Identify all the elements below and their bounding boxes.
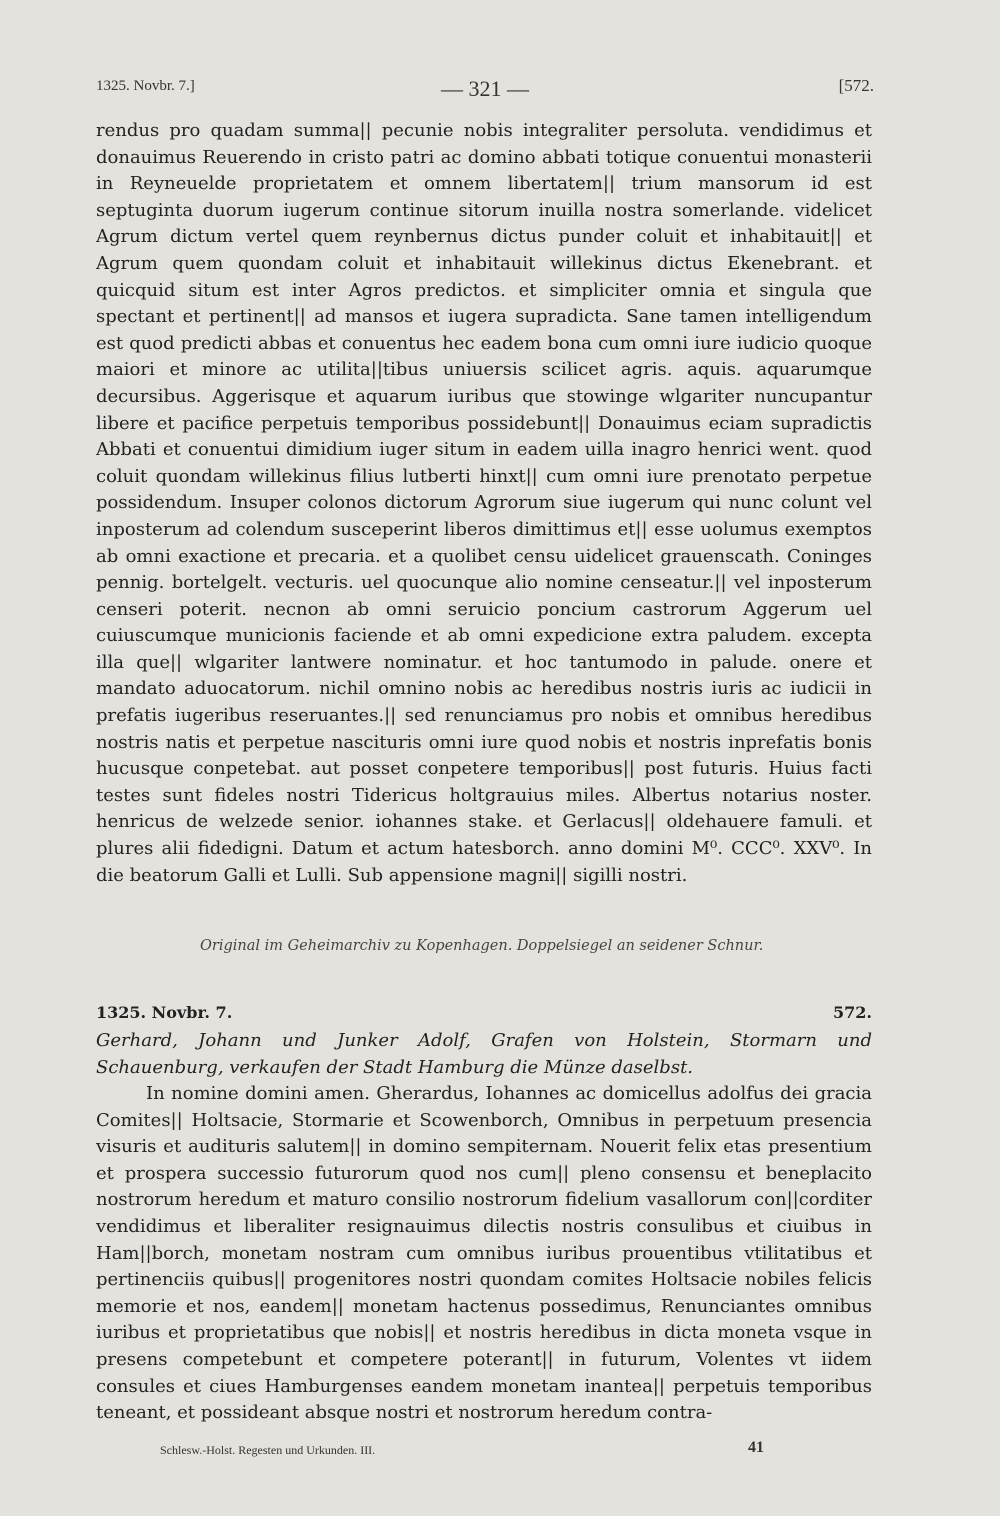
document-heading (96, 1003, 872, 1027)
header-document-number: [572. (838, 76, 874, 95)
footer-title: Schlesw.-Holst. Regesten und Urkunden. III. (160, 1443, 376, 1457)
body-paragraph: rendus pro quadam summa|| pecunie nobis integraliter persoluta. vendidimus et donauimus Reuerendo in cristo patri ac domino abbati totique conuentui monasterii in Reyneuelde proprietatem et omnem libertatem|| trium mansorum id est septuginta duorum iugerum continue sitorum inuilla nostra somerlande. videlicet Agrum dictum vertel quem reynbernus dictus punder coluit et inhabitauit|| et Agrum quem quondam coluit et inhabitauit willekinus dictus Ekenebrant. et quicquid situm est inter Agros predictos. et simpliciter omnia et singula que spectant et pertinent|| ad mansos et iugera supradicta. Sane tamen intelligendum est quod predicti abbas et conuentus hec eadem bona cum omni iure iudicio quoque maiori et minore ac utilita||tibus uniuersis scilicet agris. aquis. aquarumque decursibus. Aggerisque et aquarum iuribus que stowinge wlgariter nuncupantur libere et pacifice perpetuis temporibus possidebunt|| Donauimus eciam supradictis Abbati et conuentui dimidium iuger situm in eadem uilla inagro henrici went. quod coluit quondam willekinus filius lutberti hinxt|| cum omni iure prenotato perpetue possidendum. Insuper colonos dictorum Agrorum siue iugerum qui nunc colunt vel inposterum ad colendum susceperint liberos dimittimus et|| esse uolumus exemptos ab omni exactione et precaria. et a quolibet censu uidelicet grauenscath. Coninges pennig. bortelgelt. vecturis. uel quocunque alio nomine censeatur.|| vel inposterum censeri poterit. necnon ab omni seruicio poncium castrorum Aggerum uel cuiuscumque municionis faciende et ab omni expedicione extra paludem. excepta illa que|| wlgariter lantwere nominatur. et hoc tantumodo in palude. onere et mandato aduocatorum. nichil omnino nobis ac heredibus nostris iuris ac iudicii in prefatis iugeribus reseruantes.|| sed renunciamus pro nobis et omnibus heredibus nostris natis et perpetue nascituris omni iure quod nobis et nostris inprefatis bonis hucusque conpetebat. aut posset conpetere temporibus|| post futuris. Huius facti testes sunt fideles nostri Tidericus holtgrauius miles. Albertus notarius noster. henricus de welzede senior. iohannes stake. et Gerlacus|| oldehauere famuli. et plures alii fidedigni. Datum et actum hatesborch. anno domini M⁰. CCC⁰. XXV⁰. In die beatorum Galli et Lulli. Sub appensione magni|| sigilli nostri. (96, 120, 872, 886)
document-572-text (96, 1081, 872, 1427)
body-paragraph: In nomine domini amen. Gherardus, Iohannes ac domicellus adolfus dei gracia Comites|| Holtsacie, Stormarie et Scowenborch, Omnibus in perpetuum presencia visuris et audituris salutem|| in domino sempiternam. Nouerit felix etas presentium et prospera successio futurorum quod nos cum|| pleno consensu et beneplacito nostrorum heredum et maturo consilio nostrorum fidelium vasallorum con||corditer vendidimus et liberaliter resignauimus dilectis nostris consulibus et ciuibus in Ham||borch, monetam nostram cum omnibus iuribus prouentibus vtilitatibus et pertinenciis quibus|| progenitores nostri quondam comites Holtsacie nobiles felicis memorie et nos, eandem|| monetam hactenus possedimus, Renunciantes omnibus iuribus et proprietatibus que nobis|| et nostris heredibus in dicta moneta vsque in presens competebunt et competere poterant|| in futurum, Volentes vt iidem consules et ciues Hamburgenses eandem monetam inantea|| perpetuis temporibus teneant, et possideant absque nostri et nostrorum heredum contra- (96, 1083, 872, 1424)
page-footer (160, 1439, 800, 1458)
header-date: 1325. Novbr. 7.] (96, 78, 195, 94)
source-note: Original im Geheimarchiv zu Kopenhagen. Doppelsiegel an seidener Schnur. (200, 938, 764, 954)
running-header (96, 76, 874, 100)
footer-signature: 41 (748, 1439, 764, 1456)
document-number: 572. (833, 1003, 872, 1022)
document-summary: Gerhard, Johann und Junker Adolf, Grafen von Holstein, Stormarn und Schauenburg, verkaufen der Stadt Hamburg die Münze daselbst. (96, 1030, 872, 1078)
document-date: 1325. Novbr. 7. (96, 1003, 233, 1022)
page-number: — 321 — (441, 76, 529, 101)
document-571-text (96, 118, 872, 889)
